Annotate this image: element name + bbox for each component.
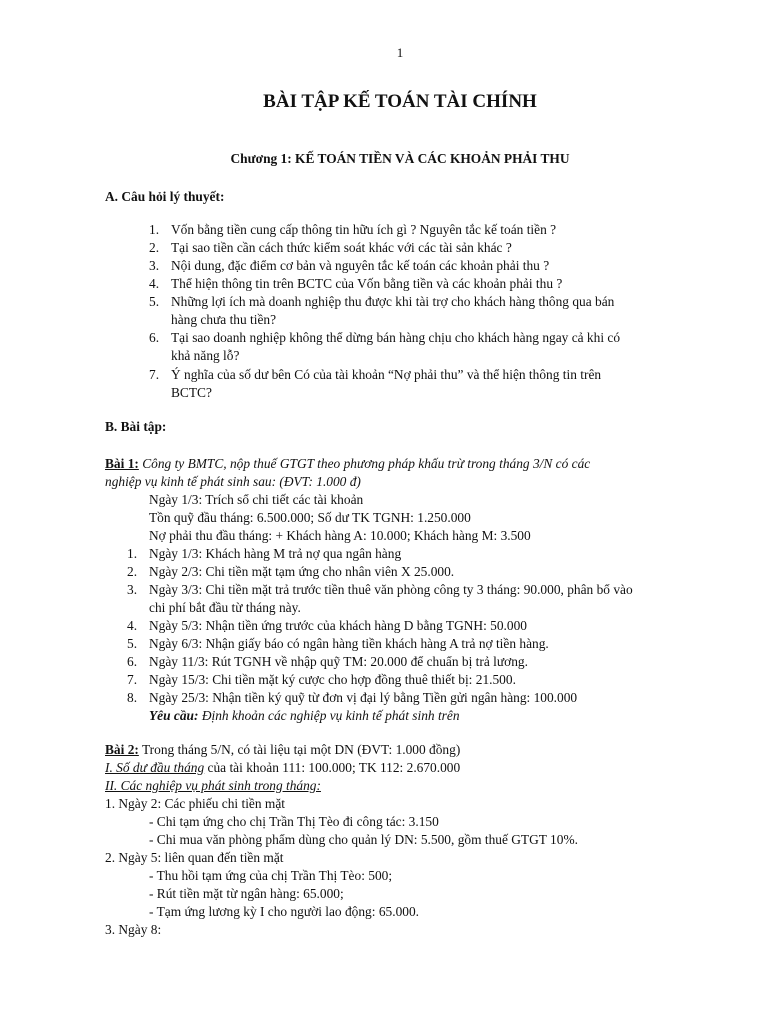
transaction-item: 1. Ngày 1/3: Khách hàng M trả nợ qua ngân hàng xyxy=(127,546,402,561)
question-item: 1. Vốn bằng tiền cung cấp thông tin hữu ích gì ? Nguyên tắc kế toán tiền ? xyxy=(149,222,557,237)
question-item: 2. Tại sao tiền cần cách thức kiểm soát khác với các tài sản khác ? xyxy=(149,240,512,255)
operation-line: 1. Ngày 2: Các phiếu chi tiền mặt xyxy=(105,796,285,811)
page-number: 1 xyxy=(396,45,404,60)
question-item: 6. Tại sao doanh nghiệp không thể dừng bán hàng chịu cho khách hàng ngay cả khi có xyxy=(149,330,621,345)
transaction-item: 8. Ngày 25/3: Nhận tiền ký quỹ từ đơn vị đại lý bằng Tiền gửi ngân hàng: 100.000 xyxy=(127,690,578,705)
opening-balance: Tồn quỹ đầu tháng: 6.500.000; Số dư TK TGNH: 1.250.000 xyxy=(149,510,471,525)
transaction-item: 7. Ngày 15/3: Chi tiền mặt ký cược cho hợp đồng thuê thiết bị: 21.500. xyxy=(127,672,516,687)
operation-detail: - Chi tạm ứng cho chị Trần Thị Tèo đi công tác: 3.150 xyxy=(149,814,439,829)
operation-line: 2. Ngày 5: liên quan đến tiền mặt xyxy=(105,850,284,865)
chapter-heading: Chương 1: KẾ TOÁN TIỀN VÀ CÁC KHOẢN PHẢI THU xyxy=(230,151,570,166)
exercise-2-ops-heading: II. Các nghiệp vụ phát sinh trong tháng: xyxy=(105,778,321,793)
question-item: 7. Ý nghĩa của số dư bên Có của tài khoản “Nợ phải thu” và thể hiện thông tin trên xyxy=(149,367,602,382)
transaction-item: 3. Ngày 3/3: Chi tiền mặt trả trước tiền thuê văn phòng công ty 3 tháng: 90.000, phân bổ vào xyxy=(127,582,633,597)
exercise-1-requirement: Yêu cầu: Định khoản các nghiệp vụ kinh tế phát sinh trên xyxy=(149,708,460,723)
question-item-continued: hàng chưa thu tiền? xyxy=(171,312,277,327)
section-a-heading: A. Câu hỏi lý thuyết: xyxy=(105,189,225,204)
page-title: BÀI TẬP KẾ TOÁN TÀI CHÍNH xyxy=(263,91,537,112)
opening-receivables: Nợ phải thu đầu tháng: + Khách hàng A: 10.000; Khách hàng M: 3.500 xyxy=(149,528,531,543)
operation-detail: - Tạm ứng lương kỳ I cho người lao động: 65.000. xyxy=(149,904,419,919)
exercise-1-intro-continued: nghiệp vụ kinh tế phát sinh sau: (ĐVT: 1.000 đ) xyxy=(105,474,361,489)
exercise-2-opening: I. Số dư đầu tháng của tài khoản 111: 100.000; TK 112: 2.670.000 xyxy=(105,760,461,775)
operation-detail: - Chi mua văn phòng phẩm dùng cho quản lý DN: 5.500, gồm thuế GTGT 10%. xyxy=(149,832,578,847)
exercise-1-intro: Bài 1: Công ty BMTC, nộp thuế GTGT theo phương pháp khấu trừ trong tháng 3/N có các xyxy=(105,456,591,471)
transaction-item: 4. Ngày 5/3: Nhận tiền ứng trước của khách hàng D bằng TGNH: 50.000 xyxy=(127,618,527,633)
exercise-2-intro: Bài 2: Trong tháng 5/N, có tài liệu tại một DN (ĐVT: 1.000 đồng) xyxy=(105,742,461,757)
exercise-2-label: Bài 2: xyxy=(105,742,139,757)
transaction-item: 6. Ngày 11/3: Rút TGNH về nhập quỹ TM: 20.000 để chuẩn bị trả lương. xyxy=(127,654,528,669)
exercise-1-label: Bài 1: xyxy=(105,456,139,471)
question-item: 3. Nội dung, đặc điểm cơ bản và nguyên tắc kế toán các khoản phải thu ? xyxy=(149,258,550,273)
question-item-continued: BCTC? xyxy=(171,385,212,400)
section-b-heading: B. Bài tập: xyxy=(105,419,167,434)
transaction-item-continued: chi phí bắt đầu từ tháng này. xyxy=(149,600,301,615)
operation-line: 3. Ngày 8: xyxy=(105,922,162,937)
opening-note: Ngày 1/3: Trích sổ chi tiết các tài khoản xyxy=(149,492,364,507)
operation-detail: - Thu hồi tạm ứng của chị Trần Thị Tèo: 500; xyxy=(149,868,393,883)
transaction-item: 2. Ngày 2/3: Chi tiền mặt tạm ứng cho nhân viên X 25.000. xyxy=(127,564,455,579)
question-item: 4. Thể hiện thông tin trên BCTC của Vốn bằng tiền và các khoản phải thu ? xyxy=(149,276,563,291)
operation-detail: - Rút tiền mặt từ ngân hàng: 65.000; xyxy=(149,886,344,901)
question-item-continued: khả năng lỗ? xyxy=(171,348,240,363)
question-item: 5. Những lợi ích mà doanh nghiệp thu được khi tài trợ cho khách hàng thông qua bán xyxy=(149,294,615,309)
transaction-item: 5. Ngày 6/3: Nhận giấy báo có ngân hàng tiền khách hàng A trả nợ tiền hàng. xyxy=(127,636,549,651)
